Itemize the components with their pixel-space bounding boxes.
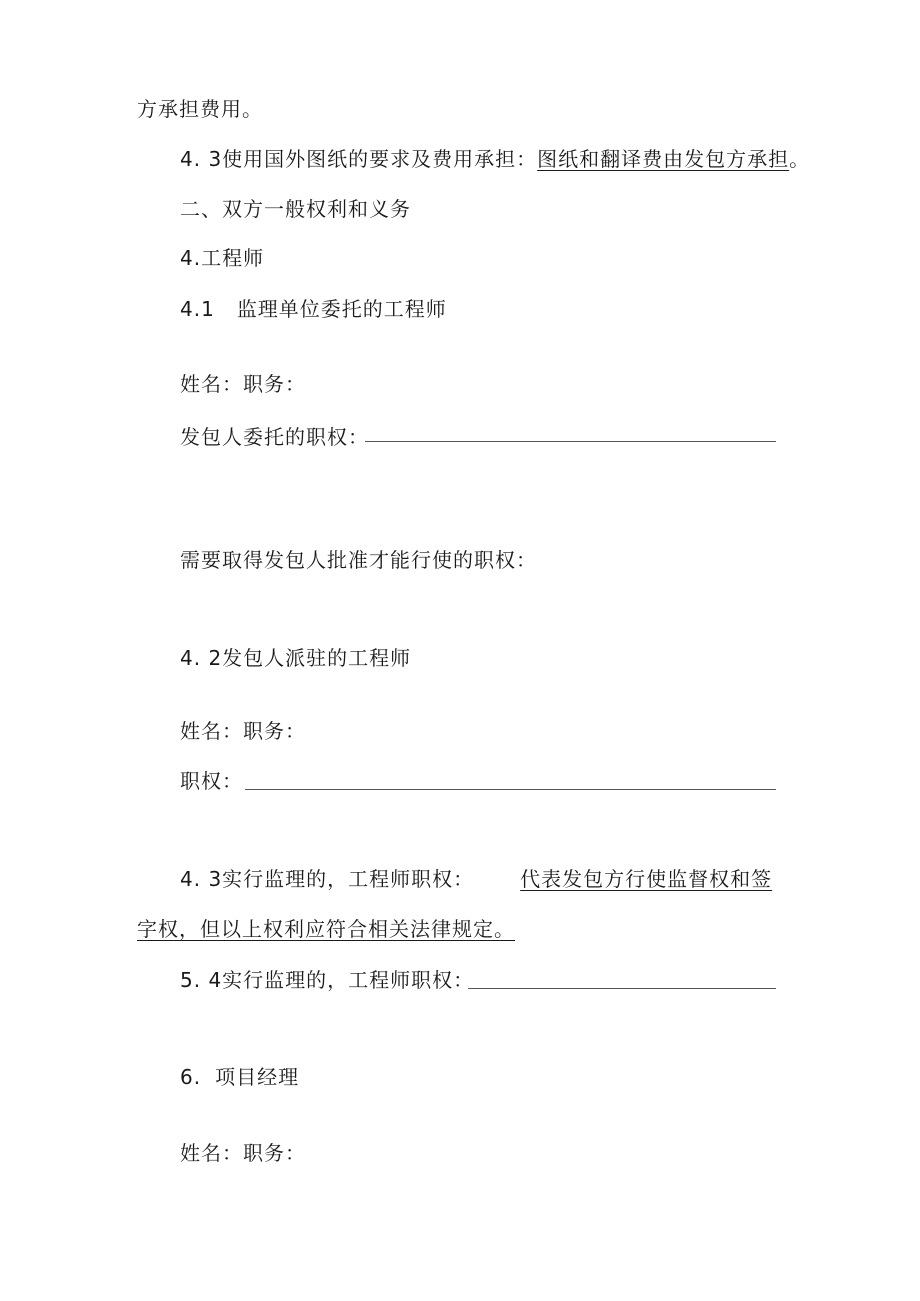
clause-label: 4. 3实行监理的，工程师职权： (180, 867, 475, 891)
clause-heading: 4. 2发包人派驻的工程师 (180, 646, 412, 670)
supervision-clause-continued (137, 916, 515, 942)
field-label: 发包人委托的职权： (180, 425, 369, 449)
supervision-clause (180, 866, 772, 892)
clause-number: 6. (180, 1065, 202, 1089)
filled-answer: 字权，但以上权利应符合相关法律规定。 (137, 917, 515, 941)
blank-line (365, 441, 776, 442)
section-heading: 二、双方一般权利和义务 (180, 197, 411, 221)
filled-answer: 代表发包方行使监督权和签 (520, 867, 773, 891)
clause-label: 4. 3使用国外图纸的要求及费用承担： (180, 147, 538, 171)
clause-heading (180, 296, 447, 322)
name-position-field: 姓名：职务： (180, 1141, 306, 1165)
filled-answer: 图纸和翻译费由发包方承担 (537, 147, 790, 171)
name-position-field: 姓名：职务： (180, 719, 306, 743)
clause-title: 监理单位委托的工程师 (236, 297, 447, 321)
drawing-cost-clause (180, 146, 810, 172)
subsection-heading: 4.工程师 (180, 246, 265, 270)
field-label: 5. 4实行监理的，工程师职权： (180, 968, 475, 992)
blank-line (245, 789, 776, 790)
name-position-field: 姓名：职务： (180, 372, 306, 396)
subsection-heading (180, 1064, 299, 1090)
field-label: 职权： (180, 769, 243, 793)
field-label: 需要取得发包人批准才能行使的职权： (180, 548, 537, 572)
clause-title: 项目经理 (215, 1065, 300, 1089)
clause-number: 4.1 (180, 297, 215, 321)
clause-end: 。 (789, 147, 811, 171)
text-line: 方承担费用。 (137, 97, 263, 121)
blank-line (468, 988, 776, 989)
